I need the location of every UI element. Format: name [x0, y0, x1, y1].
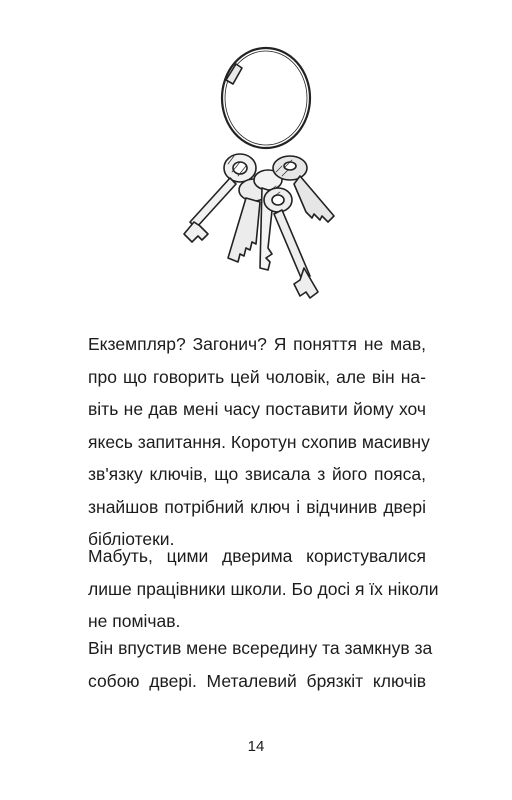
text-line: зв'язку ключів, що звисала з його пояса,	[88, 464, 426, 484]
paragraph-3	[88, 632, 433, 697]
keyring-icon	[168, 40, 348, 312]
page-number: 14	[247, 738, 265, 755]
text-line: собою двері. Металевий брязкіт ключів	[88, 670, 426, 691]
paragraph-1	[88, 328, 430, 556]
text-line: Екземпляр? Загонич? Я поняття не мав,	[88, 334, 426, 354]
text-line: про що говорить цей чоловік, але він на-	[88, 366, 426, 387]
text-line: Мабуть, цими дверима користувалися	[88, 546, 426, 566]
text-line: якесь запитання. Коротун схопив масивну	[88, 431, 430, 452]
text-line: лише працівники школи. Бо досі я їх ніколи	[88, 578, 439, 599]
text-line: віть не дав мені часу поставити йому хоч	[88, 399, 426, 419]
text-line: не помічав.	[88, 611, 181, 631]
text-line: бібліотеки.	[88, 529, 175, 549]
text-line: знайшов потрібний ключ і відчинив двері	[88, 496, 426, 517]
paragraph-2	[88, 540, 439, 638]
text-line: Він впустив мене всередину та замкнув за	[88, 638, 433, 658]
